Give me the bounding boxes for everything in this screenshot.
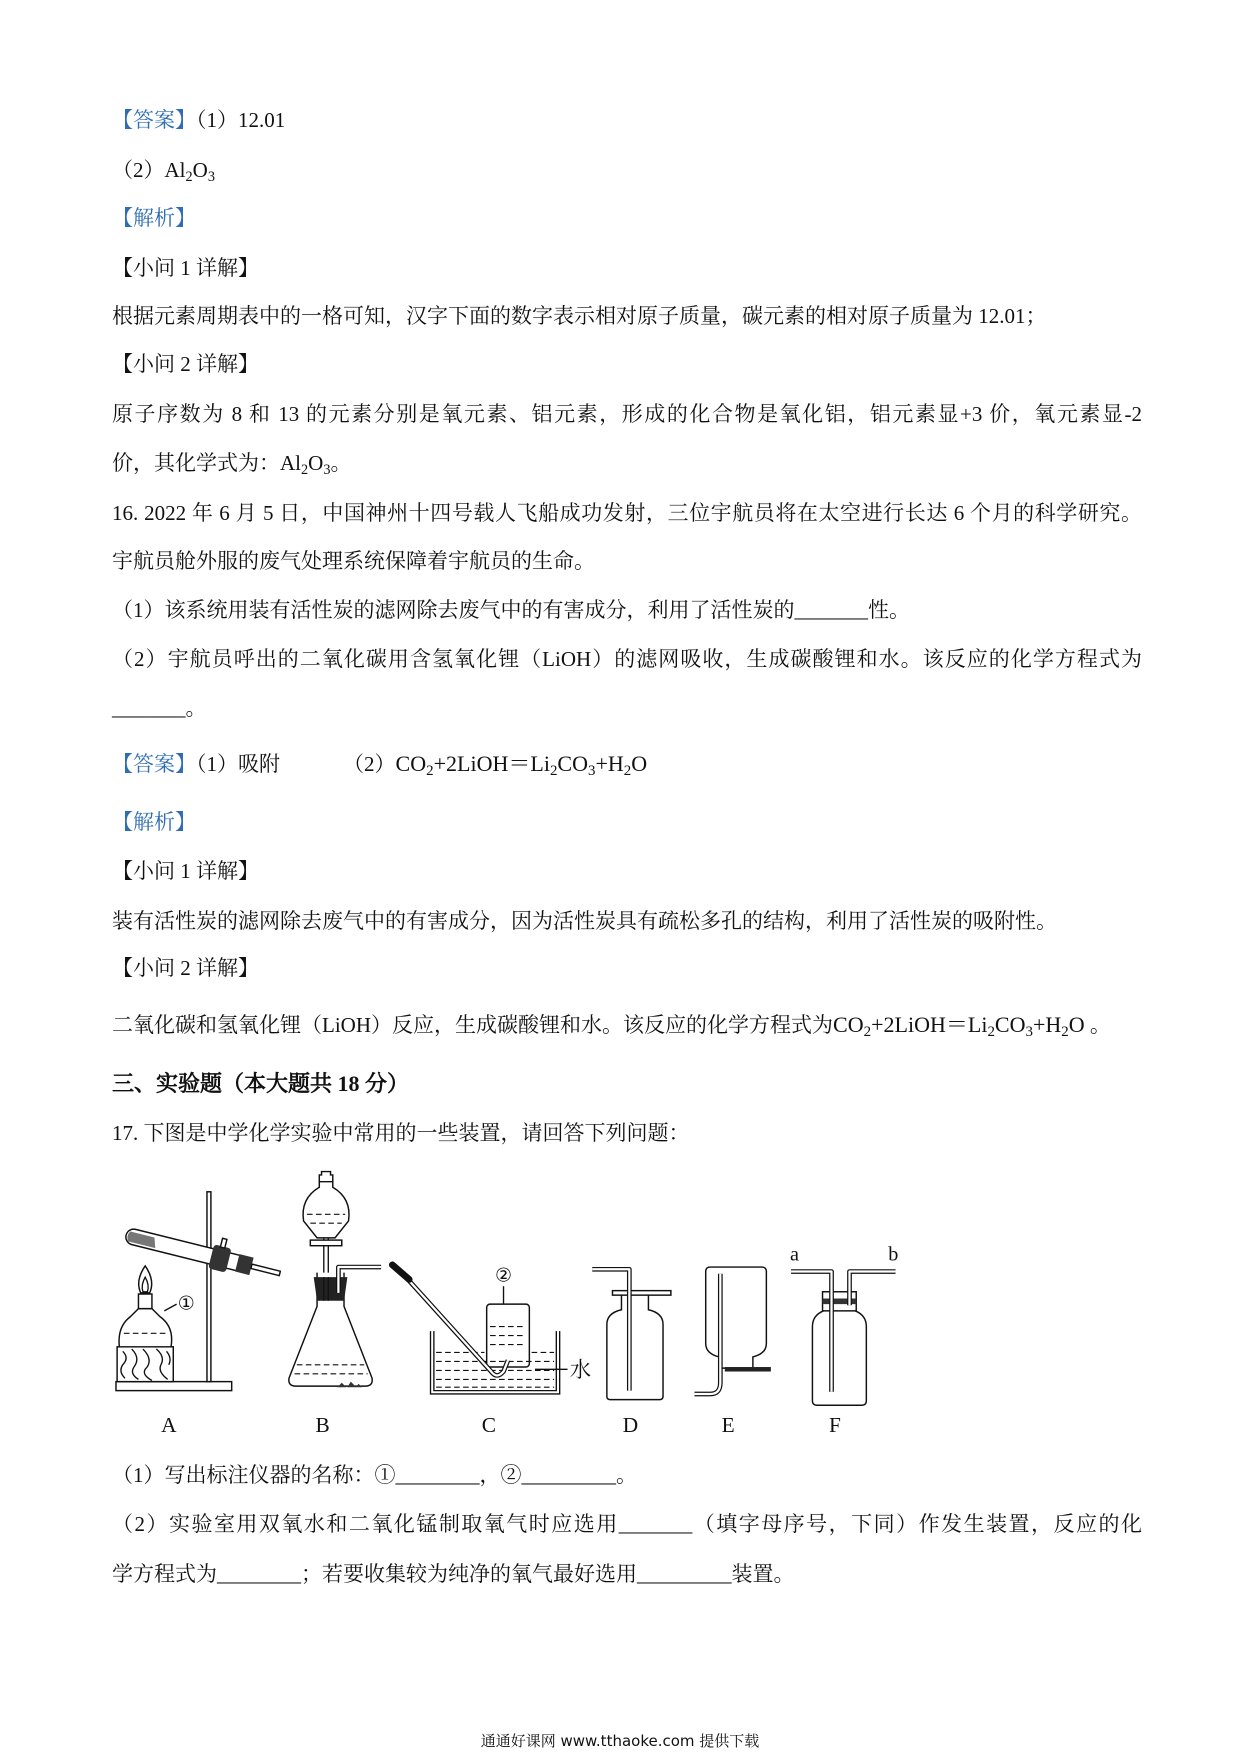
funnel-stopcock	[310, 1240, 341, 1246]
sub-question-2-explanation-line-1: 原子序数为 8 和 13 的元素分别是氧元素、铝元素，形成的化合物是氧化铝，铝元素显+3 价，氧元素显-2	[112, 402, 1142, 426]
apparatus-label-b: B	[315, 1413, 330, 1438]
formula-subscript: 2	[549, 763, 558, 780]
marker-1: ①	[177, 1293, 195, 1315]
lamp-flame	[139, 1266, 152, 1293]
apparatus-b	[289, 1172, 381, 1438]
port-b-label: b	[888, 1243, 899, 1266]
answer-tag: 【答案】	[112, 752, 196, 776]
port-a-label: a	[789, 1243, 799, 1266]
q16-part-2-line-1: （2）宇航员呼出的二氧化碳用含氢氧化锂（LiOH）的滤网吸收，生成碳酸锂和水。该反应的化学方程式为	[112, 647, 1142, 671]
glass-plate	[612, 1291, 670, 1295]
apparatus-label-a: A	[161, 1413, 177, 1438]
chemical-equation: $CO_2+2LiOH=Li_2CO_3+H_2O$	[833, 1012, 1085, 1041]
marker-1-pointer	[164, 1304, 176, 1311]
alcohol-lamp	[119, 1309, 172, 1347]
formula-subscript: 3	[1025, 1024, 1033, 1041]
formula-subscript: 2	[426, 763, 434, 780]
rubber-stopper	[314, 1277, 348, 1301]
water-label: 水	[569, 1358, 592, 1383]
formula-subscript: 2	[185, 168, 193, 185]
analysis-tag: 【解析】	[112, 206, 196, 230]
inverted-gas-bottle	[706, 1267, 767, 1368]
formula-subscript: 3	[323, 461, 331, 478]
sub-question-1-explanation: 装有活性炭的滤网除去废气中的有害成分，因为活性炭具有疏松多孔的结构，利用了活性炭的吸附性。	[112, 909, 1057, 933]
explanation-text: 二氧化碳和氢氧化锂（LiOH）反应，生成碳酸锂和水。该反应的化学方程式为	[112, 1013, 833, 1037]
apparatus-label-c: C	[481, 1413, 497, 1438]
q17-stem: 17. 下图是中学化学实验中常用的一些装置，请回答下列问题：	[112, 1121, 690, 1145]
sub-question-2-title: 【小问 2 详解】	[112, 352, 259, 376]
sub-question-1-explanation: 根据元素周期表中的一格可知，汉字下面的数字表示相对原子质量，碳元素的相对原子质量为 12.01；	[112, 304, 1047, 328]
lamp-wick-holder	[138, 1294, 151, 1309]
answer-part-1: （1）12.01	[196, 108, 286, 132]
apparatus-label-e: E	[721, 1413, 735, 1438]
q17-part-2-line-2: 学方程式为________；若要收集较为纯净的氧气最好选用_________装置。	[112, 1562, 795, 1586]
q15-answer-part-2-line	[112, 157, 215, 183]
lab-apparatus-figure	[107, 1158, 927, 1448]
sub-question-2-title: 【小问 2 详解】	[112, 956, 259, 980]
clamp-screw	[220, 1238, 227, 1248]
funnel-stopper	[319, 1172, 332, 1182]
stand-rod	[207, 1192, 211, 1382]
apparatus-c	[392, 1265, 591, 1437]
explanation-end: 。	[1084, 1013, 1111, 1037]
formula-subscript: 2	[987, 1024, 995, 1041]
answer-part-2-label: （2）	[112, 158, 165, 182]
answer-part-2-label: （2）	[343, 752, 396, 776]
chemical-formula: $Al_2O_3$	[280, 451, 331, 478]
q17-part-1: （1）写出标注仪器的名称：①________，②_________。	[112, 1463, 637, 1487]
rubber-tube	[392, 1265, 409, 1280]
answer-part-1: （1）吸附	[196, 752, 280, 776]
formula-subscript: 2	[1061, 1024, 1069, 1041]
chemical-equation: $CO_2+2LiOH=Li_2CO_3+H_2O$	[395, 751, 648, 780]
section-heading: 三、实验题（本大题共 18 分）	[112, 1071, 410, 1096]
test-tube	[124, 1227, 252, 1273]
glass-plate	[725, 1367, 771, 1371]
formula-subscript: 2	[301, 461, 309, 478]
wash-bottle	[812, 1311, 866, 1405]
stand-base	[116, 1382, 232, 1391]
q16-answer-part-2	[343, 751, 648, 780]
q16-part-1: （1）该系统用装有活性炭的滤网除去废气中的有害成分，利用了活性炭的_______性。	[112, 598, 910, 622]
formula-subscript: 2	[863, 1024, 872, 1041]
q16-part-2-line-2: _______。	[112, 696, 207, 720]
page-footer: 通通好课网 www.tthaoke.com 提供下载	[480, 1732, 760, 1750]
q15-answer-line	[112, 107, 285, 133]
delivery-tube	[251, 1264, 280, 1275]
q17-part-2-line-1: （2）实验室用双氧水和二氧化锰制取氧气时应选用_______（填字母序号，下同）作发生装置，反应的化	[112, 1512, 1142, 1536]
formula-subscript: 2	[623, 763, 632, 780]
q16-stem-line-2: 宇航员舱外服的废气处理系统保障着宇航员的生命。	[112, 549, 595, 573]
formula-subscript: 3	[588, 763, 596, 780]
sub-question-2-explanation	[112, 1012, 1111, 1041]
chemical-formula: $Al_2O_3$	[164, 158, 215, 185]
apparatus-f	[790, 1243, 898, 1437]
apparatus-label-d: D	[622, 1413, 639, 1438]
gas-bottle	[607, 1295, 663, 1399]
sub-question-1-title: 【小问 1 详解】	[112, 256, 259, 280]
apparatus-label-f: F	[828, 1413, 841, 1438]
marker-2: ②	[494, 1265, 513, 1287]
apparatus-a	[116, 1192, 285, 1437]
formula-subscript: 3	[207, 168, 215, 185]
separatory-funnel	[303, 1182, 349, 1238]
answer-tag: 【答案】	[112, 108, 196, 132]
apparatus-e	[694, 1267, 770, 1437]
sub-question-2-explanation-line-2	[112, 450, 351, 476]
sub-question-1-title: 【小问 1 详解】	[112, 859, 259, 883]
q16-stem-line-1: 16. 2022 年 6 月 5 日，中国神州十四号载人飞船成功发射，三位宇航员将在太空进行长达 6 个月的科学研究。	[112, 501, 1142, 525]
explanation-end: 。	[330, 451, 352, 475]
analysis-tag: 【解析】	[112, 810, 196, 834]
explanation-text: 价，其化学式为：	[112, 451, 280, 475]
apparatus-d	[592, 1269, 671, 1437]
q16-answer-line	[112, 751, 280, 777]
